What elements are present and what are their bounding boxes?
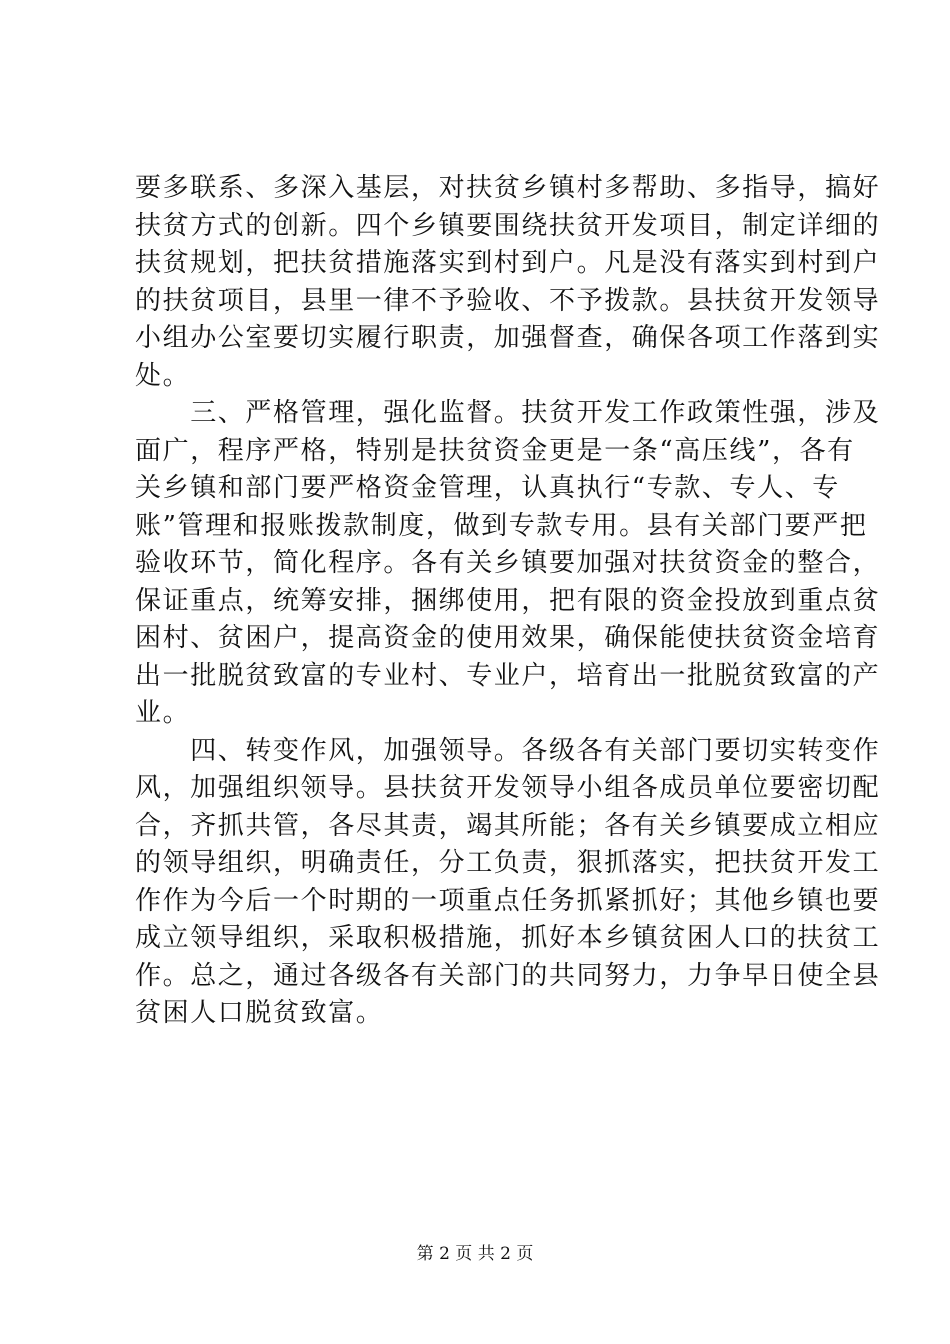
body-text <box>135 170 881 1033</box>
text-line: 业。 <box>135 698 191 728</box>
text-line: 验收环节，简化程序。各有关乡镇要加强对扶贫资金的整合， <box>135 548 881 578</box>
text-line: 关乡镇和部门要严格资金管理，认真执行“专款、专人、专 <box>135 473 840 503</box>
text-line: 成立领导组织，采取积极措施，抓好本乡镇贫困人口的扶贫工 <box>135 923 881 953</box>
text-line: 小组办公室要切实履行职责，加强督查，确保各项工作落到实 <box>135 323 881 353</box>
text-line: 要多联系、多深入基层，对扶贫乡镇村多帮助、多指导，搞好 <box>135 173 881 203</box>
text-line: 扶贫方式的创新。四个乡镇要围绕扶贫开发项目，制定详细的 <box>135 210 881 241</box>
text-line: 扶贫规划，把扶贫措施落实到村到户。凡是没有落实到村到户 <box>135 248 881 278</box>
text-line: 贫困人口脱贫致富。 <box>135 998 384 1028</box>
text-line: 四、转变作风，加强领导。各级各有关部门要切实转变作 <box>135 735 881 766</box>
text-line: 的扶贫项目，县里一律不予验收、不予拨款。县扶贫开发领导 <box>135 285 881 316</box>
text-line: 的领导组织，明确责任，分工负责，狠抓落实，把扶贫开发工 <box>135 848 881 878</box>
text-line: 作。总之，通过各级各有关部门的共同努力，力争早日使全县 <box>135 960 881 991</box>
text-line: 合，齐抓共管，各尽其责，竭其所能；各有关乡镇要成立相应 <box>135 810 881 841</box>
text-line: 三、严格管理，强化监督。扶贫开发工作政策性强，涉及 <box>135 398 881 428</box>
text-line: 保证重点，统筹安排，捆绑使用，把有限的资金投放到重点贫 <box>135 585 881 616</box>
text-line: 风，加强组织领导。县扶贫开发领导小组各成员单位要密切配 <box>135 773 881 803</box>
page-number-footer: 第 2 页 共 2 页 <box>416 1244 534 1264</box>
text-line: 面广，程序严格，特别是扶贫资金更是一条“高压线”，各有 <box>135 435 855 466</box>
text-line: 账”管理和报账拨款制度，做到专款专用。县有关部门要严把 <box>135 510 868 541</box>
text-line: 出一批脱贫致富的专业村、专业户，培育出一批脱贫致富的产 <box>135 660 881 691</box>
text-line: 处。 <box>135 360 191 391</box>
text-line: 作作为今后一个时期的一项重点任务抓紧抓好；其他乡镇也要 <box>135 885 881 916</box>
text-line: 困村、贫困户，提高资金的使用效果，确保能使扶贫资金培育 <box>135 623 881 653</box>
